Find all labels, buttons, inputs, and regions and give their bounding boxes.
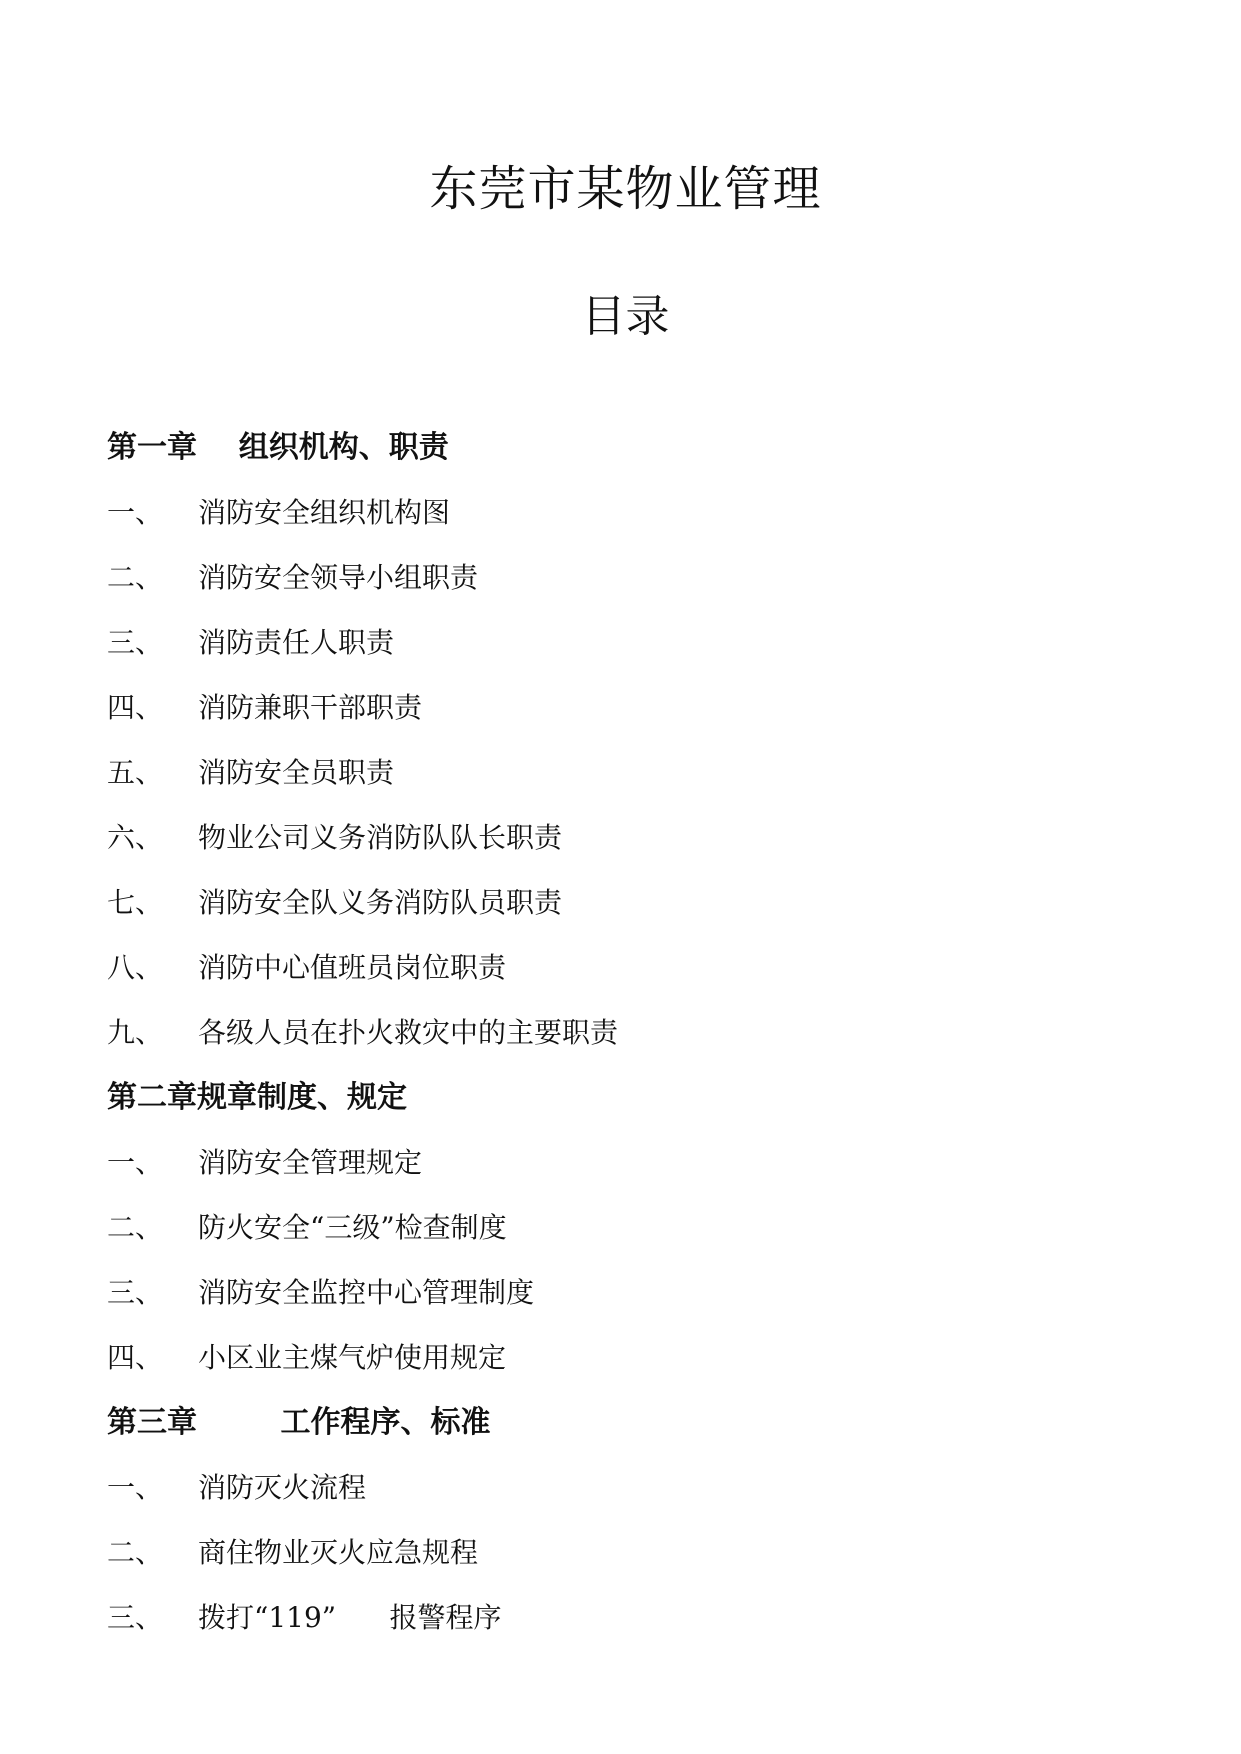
toc-entry-text: 物业公司义务消防队队长职责: [198, 821, 563, 854]
toc-heading: 目录: [581, 291, 670, 342]
toc-entry-number: 一、: [107, 1471, 164, 1504]
toc-entry-text: 消防兼职干部职责: [198, 691, 423, 724]
toc-entry-text: 防火安全“三级”检查制度: [198, 1211, 507, 1244]
toc-entry[interactable]: [107, 489, 1107, 554]
toc-entry-text: 消防中心值班员岗位职责: [198, 951, 507, 984]
toc-entry-number: 八、: [107, 951, 164, 984]
toc-entry-number: 二、: [107, 1211, 164, 1244]
toc-entry[interactable]: [107, 1334, 1107, 1399]
toc-entry[interactable]: [107, 879, 1107, 944]
toc-entry[interactable]: [107, 1139, 1107, 1204]
toc-entry[interactable]: [107, 814, 1107, 879]
chapter-heading-3[interactable]: 第三章 工作程序、标准: [107, 1405, 491, 1440]
toc-entry[interactable]: [107, 944, 1107, 1009]
toc-entry-text: 拨打“119” 报警程序: [198, 1601, 502, 1634]
toc-entry-number: 一、: [107, 1146, 164, 1179]
toc-entry-number: 二、: [107, 561, 164, 594]
table-of-contents: [107, 424, 1107, 1659]
toc-entry-text: 消防安全管理规定: [198, 1146, 423, 1179]
chapter-heading-1[interactable]: 第一章 组织机构、职责: [107, 430, 449, 465]
toc-entry[interactable]: [107, 1204, 1107, 1269]
toc-entry-number: 一、: [107, 496, 164, 529]
toc-entry-text: 消防安全组织机构图: [198, 496, 451, 529]
toc-entry-number: 六、: [107, 821, 164, 854]
document-title: 东莞市某物业管理: [429, 161, 822, 217]
toc-entry-text: 消防安全领导小组职责: [198, 561, 479, 594]
toc-entry-text: 消防安全员职责: [198, 756, 395, 789]
toc-entry-text: 消防安全队义务消防队员职责: [198, 886, 563, 919]
toc-entry-number: 二、: [107, 1536, 164, 1569]
toc-entry-text: 消防安全监控中心管理制度: [198, 1276, 535, 1309]
toc-entry-text: 小区业主煤气炉使用规定: [198, 1341, 507, 1374]
toc-entry-number: 五、: [107, 756, 164, 789]
toc-entry[interactable]: [107, 1529, 1107, 1594]
toc-entry[interactable]: [107, 1009, 1107, 1074]
toc-entry-text: 消防责任人职责: [198, 626, 395, 659]
toc-entry-text: 消防灭火流程: [198, 1471, 367, 1504]
toc-entry-number: 四、: [107, 691, 164, 724]
toc-entry-number: 三、: [107, 626, 164, 659]
chapter-heading-2[interactable]: 第二章规章制度、规定: [107, 1080, 407, 1115]
toc-entry[interactable]: [107, 1594, 1107, 1659]
toc-entry[interactable]: [107, 619, 1107, 684]
toc-entry[interactable]: [107, 684, 1107, 749]
toc-entry-number: 七、: [107, 886, 164, 919]
toc-entry[interactable]: [107, 554, 1107, 619]
toc-entry-text: 商住物业灭火应急规程: [198, 1536, 479, 1569]
toc-entry-number: 三、: [107, 1276, 164, 1309]
toc-entry[interactable]: [107, 749, 1107, 814]
toc-entry[interactable]: [107, 1464, 1107, 1529]
toc-entry-number: 九、: [107, 1016, 164, 1049]
toc-entry[interactable]: [107, 1269, 1107, 1334]
toc-entry-number: 三、: [107, 1601, 164, 1634]
toc-entry-number: 四、: [107, 1341, 164, 1374]
toc-entry-text: 各级人员在扑火救灾中的主要职责: [198, 1016, 619, 1049]
